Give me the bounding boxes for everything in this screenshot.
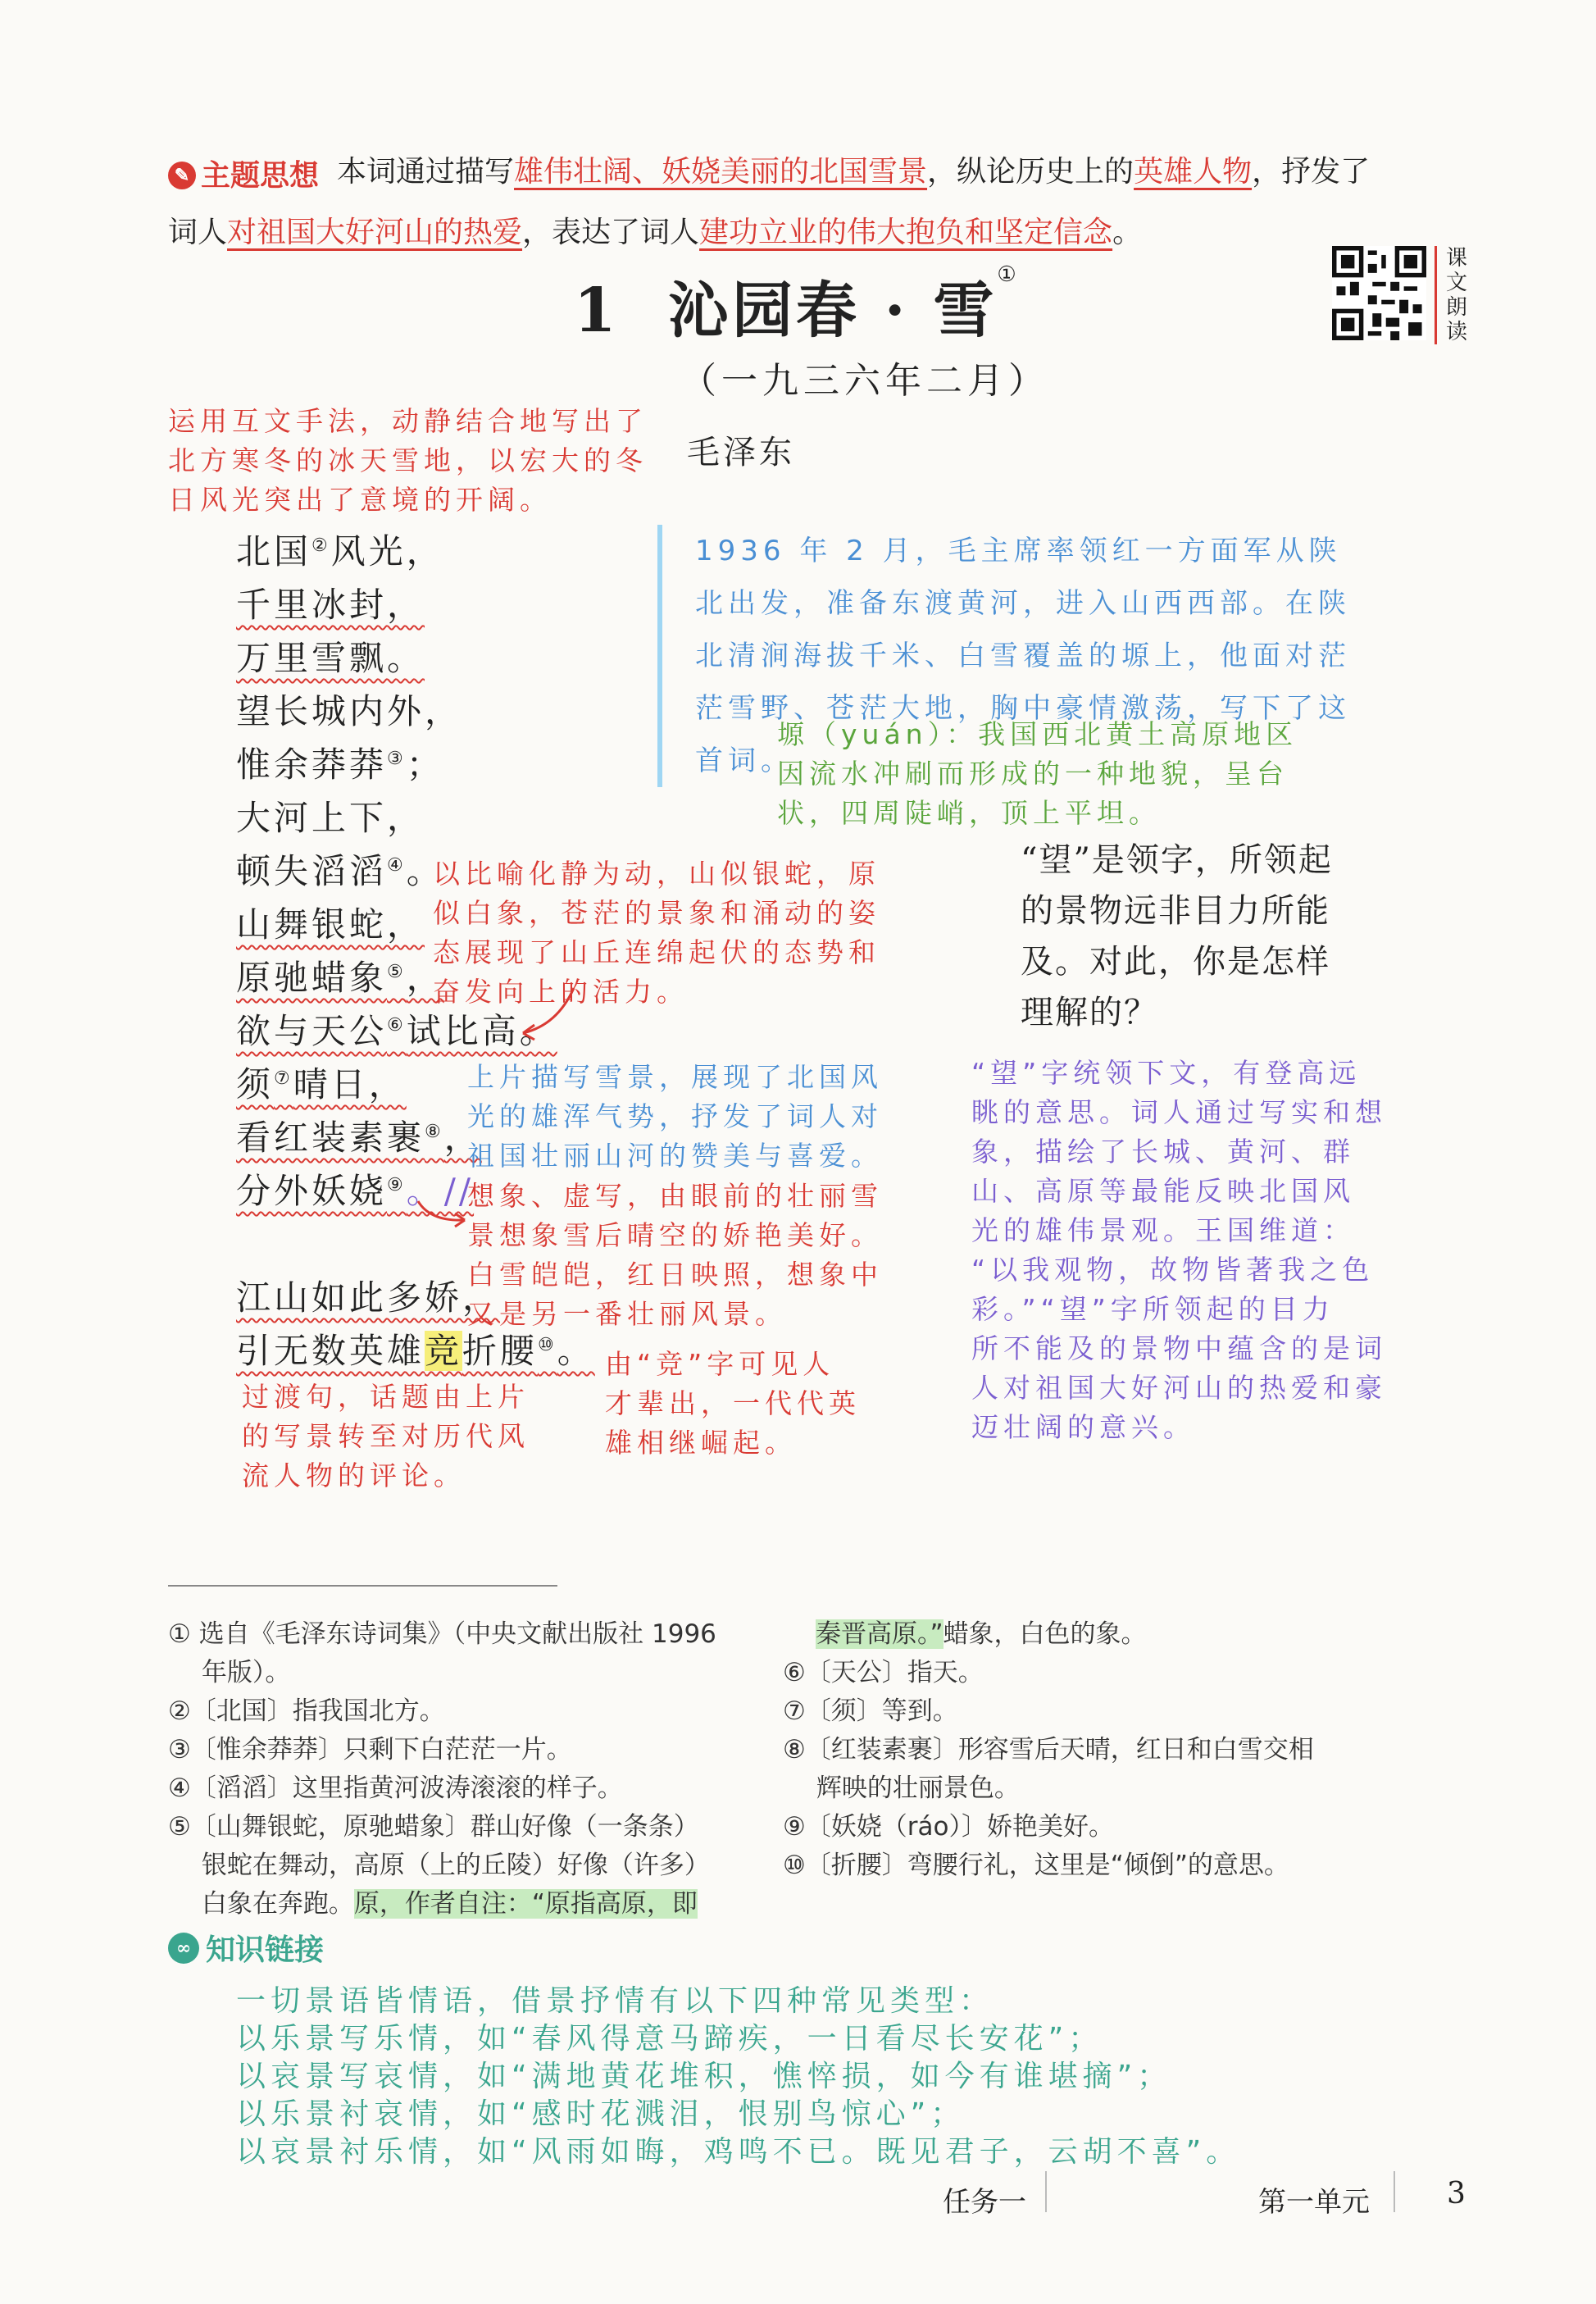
answer-note [971, 1054, 1430, 1447]
footnote-ref[interactable]: ⑨ [387, 1175, 407, 1195]
knowledge-link-heading [168, 1927, 324, 1969]
theme-highlight: 雄伟壮阔、妖娆美丽的北国雪景 [514, 155, 928, 189]
annotation-line: 人对祖国大好河山的热爱和豪 [971, 1372, 1387, 1404]
footnote: 年版）。 [168, 1658, 291, 1687]
footnote-ref[interactable]: ⑤ [387, 962, 407, 982]
annotation-line: 日风光突出了意境的开阔。 [168, 484, 552, 516]
annotation-line: 雄相继崛起。 [605, 1427, 797, 1459]
annotation-transition [242, 1377, 586, 1496]
footnote: ⑩〔折腰〕弯腰行礼，这里是“倾倒”的意思。 [783, 1851, 1289, 1880]
footnote: ⑥〔天公〕指天。 [783, 1658, 984, 1687]
annotation-line: 由“竞”字可见人 [605, 1348, 835, 1380]
footnote: ⑨〔妖娆（ráo）〕娇艳美好。 [783, 1812, 1114, 1842]
poem-line [236, 738, 444, 787]
footnote [168, 1885, 698, 1924]
theme-badge [168, 147, 319, 204]
poem-line [236, 631, 425, 681]
footnote-ref[interactable]: ⑧ [425, 1122, 444, 1142]
footnote: ②〔北国〕指我国北方。 [168, 1696, 445, 1726]
poem-date: （一九三六年二月） [680, 360, 1049, 402]
theme-label: 主题思想 [201, 158, 320, 193]
footnote-ref[interactable]: ⑥ [387, 1015, 407, 1036]
poem-text: 千里冰封， [236, 585, 425, 625]
theme-text: ，纵论历史上的 [927, 155, 1134, 189]
poem-text: 大河上下， [236, 798, 425, 838]
page-number: 3 [1447, 2177, 1466, 2211]
annotation-imagination [467, 1177, 910, 1334]
arrow-icon [414, 1197, 471, 1230]
annotation-line: 才辈出，一代代英 [605, 1387, 861, 1419]
footnote: ③〔惟余莽莽〕只剩下白茫茫一片。 [168, 1735, 572, 1764]
annotation-line: 光的雄伟景观。王国维道： [971, 1214, 1355, 1246]
poem-line [236, 525, 444, 574]
poem-text: 江山如此多娇， [236, 1277, 501, 1318]
poem-text: 原驰蜡象 [236, 958, 388, 998]
qr-label: 课文朗读 [1435, 246, 1471, 344]
poem-text: 。// [406, 1171, 475, 1211]
footnote-ref[interactable]: ⑦ [274, 1068, 293, 1089]
annotation-line: “望”字统领下文，有登高远 [971, 1057, 1362, 1089]
pen-icon: ✎ [168, 162, 196, 189]
poem-line [236, 1111, 482, 1160]
annotation-line: 山、高原等最能反映北国风 [971, 1175, 1355, 1207]
poem-text: 北国 [236, 531, 312, 571]
annotation-line: 流人物的评论。 [242, 1459, 466, 1491]
footnote-ref[interactable]: ④ [387, 855, 407, 876]
poem-text: 万里雪飘。 [236, 638, 425, 678]
footnote-ref[interactable]: ② [311, 535, 331, 556]
annotation-yuan [777, 715, 1351, 833]
theme-text: ，抒发了 [1252, 155, 1371, 189]
theme-highlight: 建功立业的伟大抱负和坚定信念 [699, 216, 1113, 249]
footnote [816, 1615, 1147, 1654]
knowledge-title: 知识链接 [206, 1933, 325, 1967]
footnote: ④〔滔滔〕这里指黄河波涛滚滚的样子。 [168, 1774, 623, 1803]
poem-line [236, 1004, 557, 1054]
poem-line [236, 898, 425, 947]
poem-text: 折腰 [462, 1331, 539, 1371]
theme-text: 词人 [168, 216, 228, 249]
page-title [574, 262, 1020, 349]
qr-code-icon[interactable] [1332, 246, 1426, 340]
annotation-line: 眺的意思。词人通过写实和想 [971, 1096, 1387, 1128]
question-text: “望”是领字，所领起的景物远非目力所能及。对此，你是怎样理解的？ [1021, 841, 1333, 1031]
poem-text: ， [443, 1118, 482, 1158]
theme-highlight: 英雄人物 [1134, 155, 1253, 189]
arrow-icon [516, 984, 582, 1041]
annotation-line: 所不能及的景物中蕴含的是词 [971, 1332, 1387, 1364]
footnote-ref[interactable]: ⑩ [538, 1335, 557, 1355]
poem-text: 。 [557, 1331, 595, 1371]
footnote: ⑦〔须〕等到。 [783, 1696, 958, 1726]
poem-line [236, 1271, 500, 1320]
poem-text: 晴日， [293, 1064, 407, 1104]
poem-author: 毛泽东 [687, 434, 795, 471]
footnote-highlight: 原，作者自注：“原指高原，即 [353, 1889, 698, 1919]
poem-text: 顿失滔滔 [236, 851, 388, 891]
annotation-line: 因流水冲刷而形成的一种地貌，呈台 [777, 758, 1289, 790]
annotation-line: 的写景转至对历代风 [242, 1420, 530, 1452]
annotation-line: 以比喻化静为动，山似银蛇，原 [433, 858, 880, 890]
footer-divider [1045, 2171, 1047, 2212]
footnote: ⑧〔红装素裹〕形容雪后天晴，红日和白雪交相 [783, 1735, 1314, 1764]
annotation-line: 景想象雪后晴空的娇艳美好。 [467, 1219, 883, 1251]
annotation-line: 想象、虚写，由眼前的壮丽雪 [467, 1180, 883, 1212]
footnote-ref[interactable]: ③ [387, 749, 407, 769]
poem-text: 风光， [330, 531, 444, 571]
poem-text: ， [406, 958, 444, 998]
poem-text: 欲与天公 [236, 1011, 388, 1051]
lesson-number: 1 [574, 275, 620, 346]
annotation-line: 又是另一番壮丽风景。 [467, 1298, 787, 1330]
knowledge-line: 以哀景写哀情，如“满地黄花堆积，憔悴损，如今有谁堪摘”； [236, 2060, 1172, 2093]
annotation-line: 态展现了山丘连绵起伏的态势和 [433, 936, 880, 968]
annotation-line: 状，四周陡峭，顶上平坦。 [777, 797, 1161, 829]
annotation-line: 白雪皑皑，红日映照，想象中 [467, 1259, 883, 1291]
theme-text: 。 [1112, 216, 1143, 249]
annotation-line: “以我观物，故物皆著我之色 [971, 1254, 1375, 1286]
footnote-text: 蜡象，白色的象。 [943, 1619, 1147, 1649]
poem-text: 。 [406, 851, 444, 891]
poem-text: 望长城内外， [236, 691, 463, 731]
footnote: ⑤〔山舞银蛇，原驰蜡象〕群山好像（一条条） [168, 1812, 699, 1842]
annotation-line: 彩。”“望”字所领起的目力 [971, 1293, 1335, 1325]
poem-text: 引无数英雄 [236, 1331, 425, 1371]
theme-text: ，表达了词人 [522, 216, 700, 249]
lesson-name: 沁园春 · 雪 [668, 275, 998, 346]
annotation-line: 塬（yuán）：我国西北黄土高原地区 [777, 718, 1298, 750]
knowledge-line: 以哀景衬乐情，如“风雨如晦，鸡鸣不已。既见君子，云胡不喜”。 [236, 2135, 1241, 2169]
annotation-line: 上片描写雪景，展现了北国风 [467, 1061, 883, 1093]
poem-line [236, 578, 425, 627]
annotation-simile [433, 854, 925, 1012]
footer-divider [1394, 2171, 1395, 2212]
footnote: ① 选自《毛泽东诗词集》（中央文献出版社 1996 [168, 1619, 716, 1649]
knowledge-line: 以乐景衬哀情，如“感时花溅泪，恨别鸟惊心”； [236, 2097, 966, 2131]
theme-highlight: 对祖国大好河山的热爱 [227, 216, 523, 249]
annotation-line: 北方寒冬的冰天雪地，以宏大的冬 [168, 444, 648, 476]
poem-highlight: 竞 [425, 1331, 463, 1371]
annotation-huwen [168, 402, 693, 520]
footnote: 辉映的壮丽景色。 [783, 1774, 1020, 1803]
footnote-text: 白象在奔跑。 [168, 1889, 354, 1919]
footer-task: 任务一 [943, 2186, 1026, 2219]
poem-text: 惟余莽莽 [236, 744, 388, 785]
annotation-line: 过渡句，话题由上片 [242, 1381, 530, 1413]
footer-unit: 第一单元 [1258, 2186, 1370, 2219]
poem-line [236, 685, 462, 734]
poem-text: 试比高。 [406, 1011, 557, 1051]
annotation-line: 祖国壮丽山河的赞美与喜爱。 [467, 1140, 883, 1172]
annotation-line: 迈壮阔的意兴。 [971, 1411, 1195, 1443]
link-icon: ∞ [168, 1933, 199, 1964]
knowledge-line: 以乐景写乐情，如“春风得意马蹄疾，一日看尽长安花”； [236, 2022, 1103, 2056]
annotation-line: 光的雄浑气势，抒发了词人对 [467, 1100, 883, 1132]
annotation-upper-part [467, 1058, 910, 1176]
theme-summary [168, 143, 1480, 262]
footnote: 银蛇在舞动，高原（上的丘陵）好像（许多） [168, 1851, 710, 1880]
annotation-line: 似白象，苍茫的景象和涌动的姿 [433, 897, 880, 929]
poem-line [236, 951, 444, 1000]
poem-line [236, 845, 444, 894]
poem-text: 山舞银蛇， [236, 904, 425, 945]
annotation-line: 象，描绘了长城、黄河、群 [971, 1136, 1355, 1168]
background-note: 1936 年 2 月，毛主席率领红一方面军从陕北出发，准备东渡黄河，进入山西西部。在陕北清涧海拔千米、白雪覆盖的塬上，他面对茫茫雪野、苍茫大地，胸中豪情激荡，写下了这首词。 [657, 525, 1367, 787]
poem-text: 看红装素裹 [236, 1118, 425, 1158]
knowledge-line: 一切景语皆情语，借景抒情有以下四种常见类型： [236, 1984, 994, 2018]
footnote-ref[interactable]: ① [997, 262, 1020, 287]
annotation-jing [605, 1345, 916, 1463]
poem-text: ； [406, 744, 444, 785]
annotation-line: 运用互文手法，动静结合地写出了 [168, 405, 648, 437]
poem-text: 须 [236, 1064, 275, 1104]
annotation-line: 奋发向上的活力。 [433, 976, 689, 1008]
footnote-highlight: 秦晋高原。” [816, 1619, 944, 1649]
poem-line [236, 1058, 407, 1107]
footnote-divider [168, 1585, 557, 1587]
poem-text: 分外妖娆 [236, 1171, 388, 1211]
theme-text: 本词通过描写 [337, 155, 515, 189]
poem-line [236, 791, 425, 840]
